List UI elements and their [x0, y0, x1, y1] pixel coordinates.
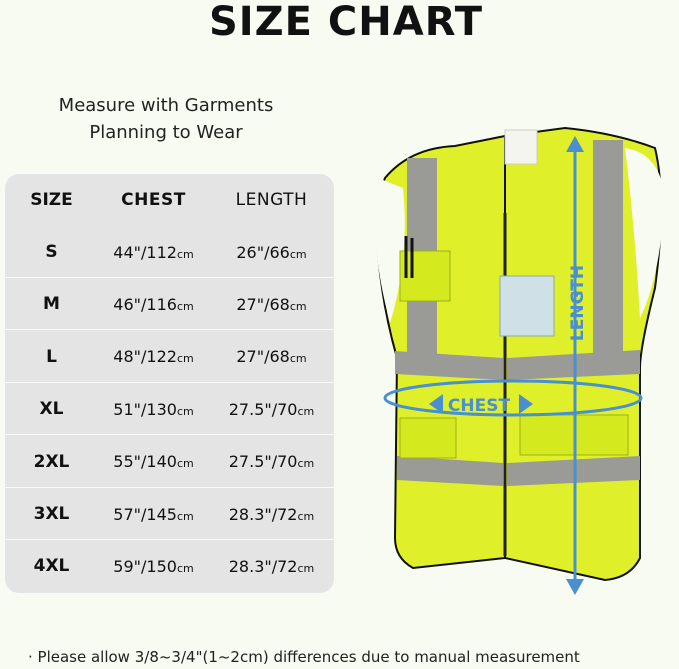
- chest-cell: [98, 243, 209, 262]
- lower-pocket-left: [400, 418, 456, 458]
- chest-cell: [98, 400, 209, 419]
- safety-vest-illustration: [355, 118, 677, 598]
- unit-label: cm: [176, 299, 194, 313]
- table-row: [5, 436, 334, 488]
- unit-label: cm: [289, 247, 307, 261]
- size-cell-value: XL: [39, 399, 64, 420]
- length-cell: [209, 243, 334, 262]
- reflective-strip-right: [593, 140, 623, 365]
- id-card-pocket: [500, 276, 554, 336]
- measurement-note: · Please allow 3/8~3/4"(1~2cm) differences due to manual measurement: [28, 648, 580, 666]
- chest-cell-value: 59"/150: [113, 556, 177, 576]
- chest-cell-value: 46"/116: [113, 294, 177, 314]
- chest-cell: [98, 505, 209, 524]
- unit-label: cm: [176, 404, 194, 418]
- table-row: [5, 278, 334, 330]
- table-row: [5, 488, 334, 540]
- size-cell-value: 2XL: [33, 451, 70, 472]
- unit-label: cm: [176, 457, 194, 471]
- table-row: [5, 383, 334, 435]
- arrow-head-bottom: [566, 579, 584, 595]
- length-cell: [209, 557, 334, 576]
- size-cell-value: 3XL: [33, 504, 70, 524]
- table-row: [5, 540, 334, 592]
- measure-instruction: [6, 92, 326, 146]
- length-cell-value: 27.5"/70: [228, 452, 298, 472]
- unit-label: cm: [297, 561, 315, 575]
- chest-cell-value: 55"/140: [113, 452, 177, 472]
- unit-label: cm: [289, 299, 307, 313]
- length-cell-value: 27.5"/70: [228, 399, 298, 419]
- length-cell-value: 28.3"/72: [228, 556, 298, 576]
- size-cell-value: M: [43, 294, 60, 315]
- size-cell: [5, 504, 98, 524]
- chest-label: CHEST: [447, 396, 511, 416]
- size-cell: [5, 294, 98, 314]
- label-tag: [505, 130, 537, 164]
- table-header: [5, 174, 334, 226]
- length-cell: [209, 347, 334, 366]
- chest-cell: [98, 347, 209, 366]
- chest-cell: [98, 295, 209, 314]
- unit-label: cm: [176, 352, 194, 366]
- unit-label: cm: [176, 561, 194, 575]
- subtitle-line-2: Planning to Wear: [89, 122, 243, 143]
- length-cell-value: 27"/68: [236, 347, 290, 367]
- unit-label: cm: [297, 509, 315, 523]
- subtitle-line-1: Measure with Garments: [58, 95, 274, 116]
- size-cell: [5, 399, 98, 419]
- header-size: SIZE: [30, 190, 73, 210]
- unit-label: cm: [176, 509, 194, 523]
- size-cell: [5, 556, 98, 576]
- length-cell: [209, 400, 334, 419]
- length-cell: [209, 505, 334, 524]
- chest-cell-value: 57"/145: [113, 504, 177, 524]
- length-label: LENGTH: [568, 264, 588, 342]
- size-table: [5, 174, 334, 593]
- chest-cell: [98, 452, 209, 471]
- size-cell-value: 4XL: [33, 556, 70, 577]
- chest-cell-value: 51"/130: [113, 399, 177, 419]
- header-chest: CHEST: [121, 190, 186, 210]
- size-cell-value: L: [46, 346, 57, 367]
- page-title: SIZE CHART: [208, 0, 484, 45]
- unit-label: cm: [297, 457, 315, 471]
- chest-cell-value: 48"/122: [113, 347, 177, 367]
- length-cell-value: 28.3"/72: [228, 504, 298, 524]
- length-cell: [209, 295, 334, 314]
- header-length: LENGTH: [235, 190, 308, 210]
- size-cell-value: S: [45, 242, 58, 262]
- chest-cell: [98, 557, 209, 576]
- unit-label: cm: [289, 352, 307, 366]
- length-cell-value: 27"/68: [236, 294, 290, 314]
- table-row: [5, 226, 334, 278]
- table-row: [5, 331, 334, 383]
- unit-label: cm: [297, 404, 315, 418]
- size-cell: [5, 242, 98, 262]
- unit-label: cm: [176, 247, 194, 261]
- length-cell-value: 26"/66: [236, 242, 290, 262]
- length-cell: [209, 452, 334, 471]
- size-cell: [5, 347, 98, 367]
- chest-cell-value: 44"/112: [113, 242, 177, 262]
- size-cell: [5, 452, 98, 472]
